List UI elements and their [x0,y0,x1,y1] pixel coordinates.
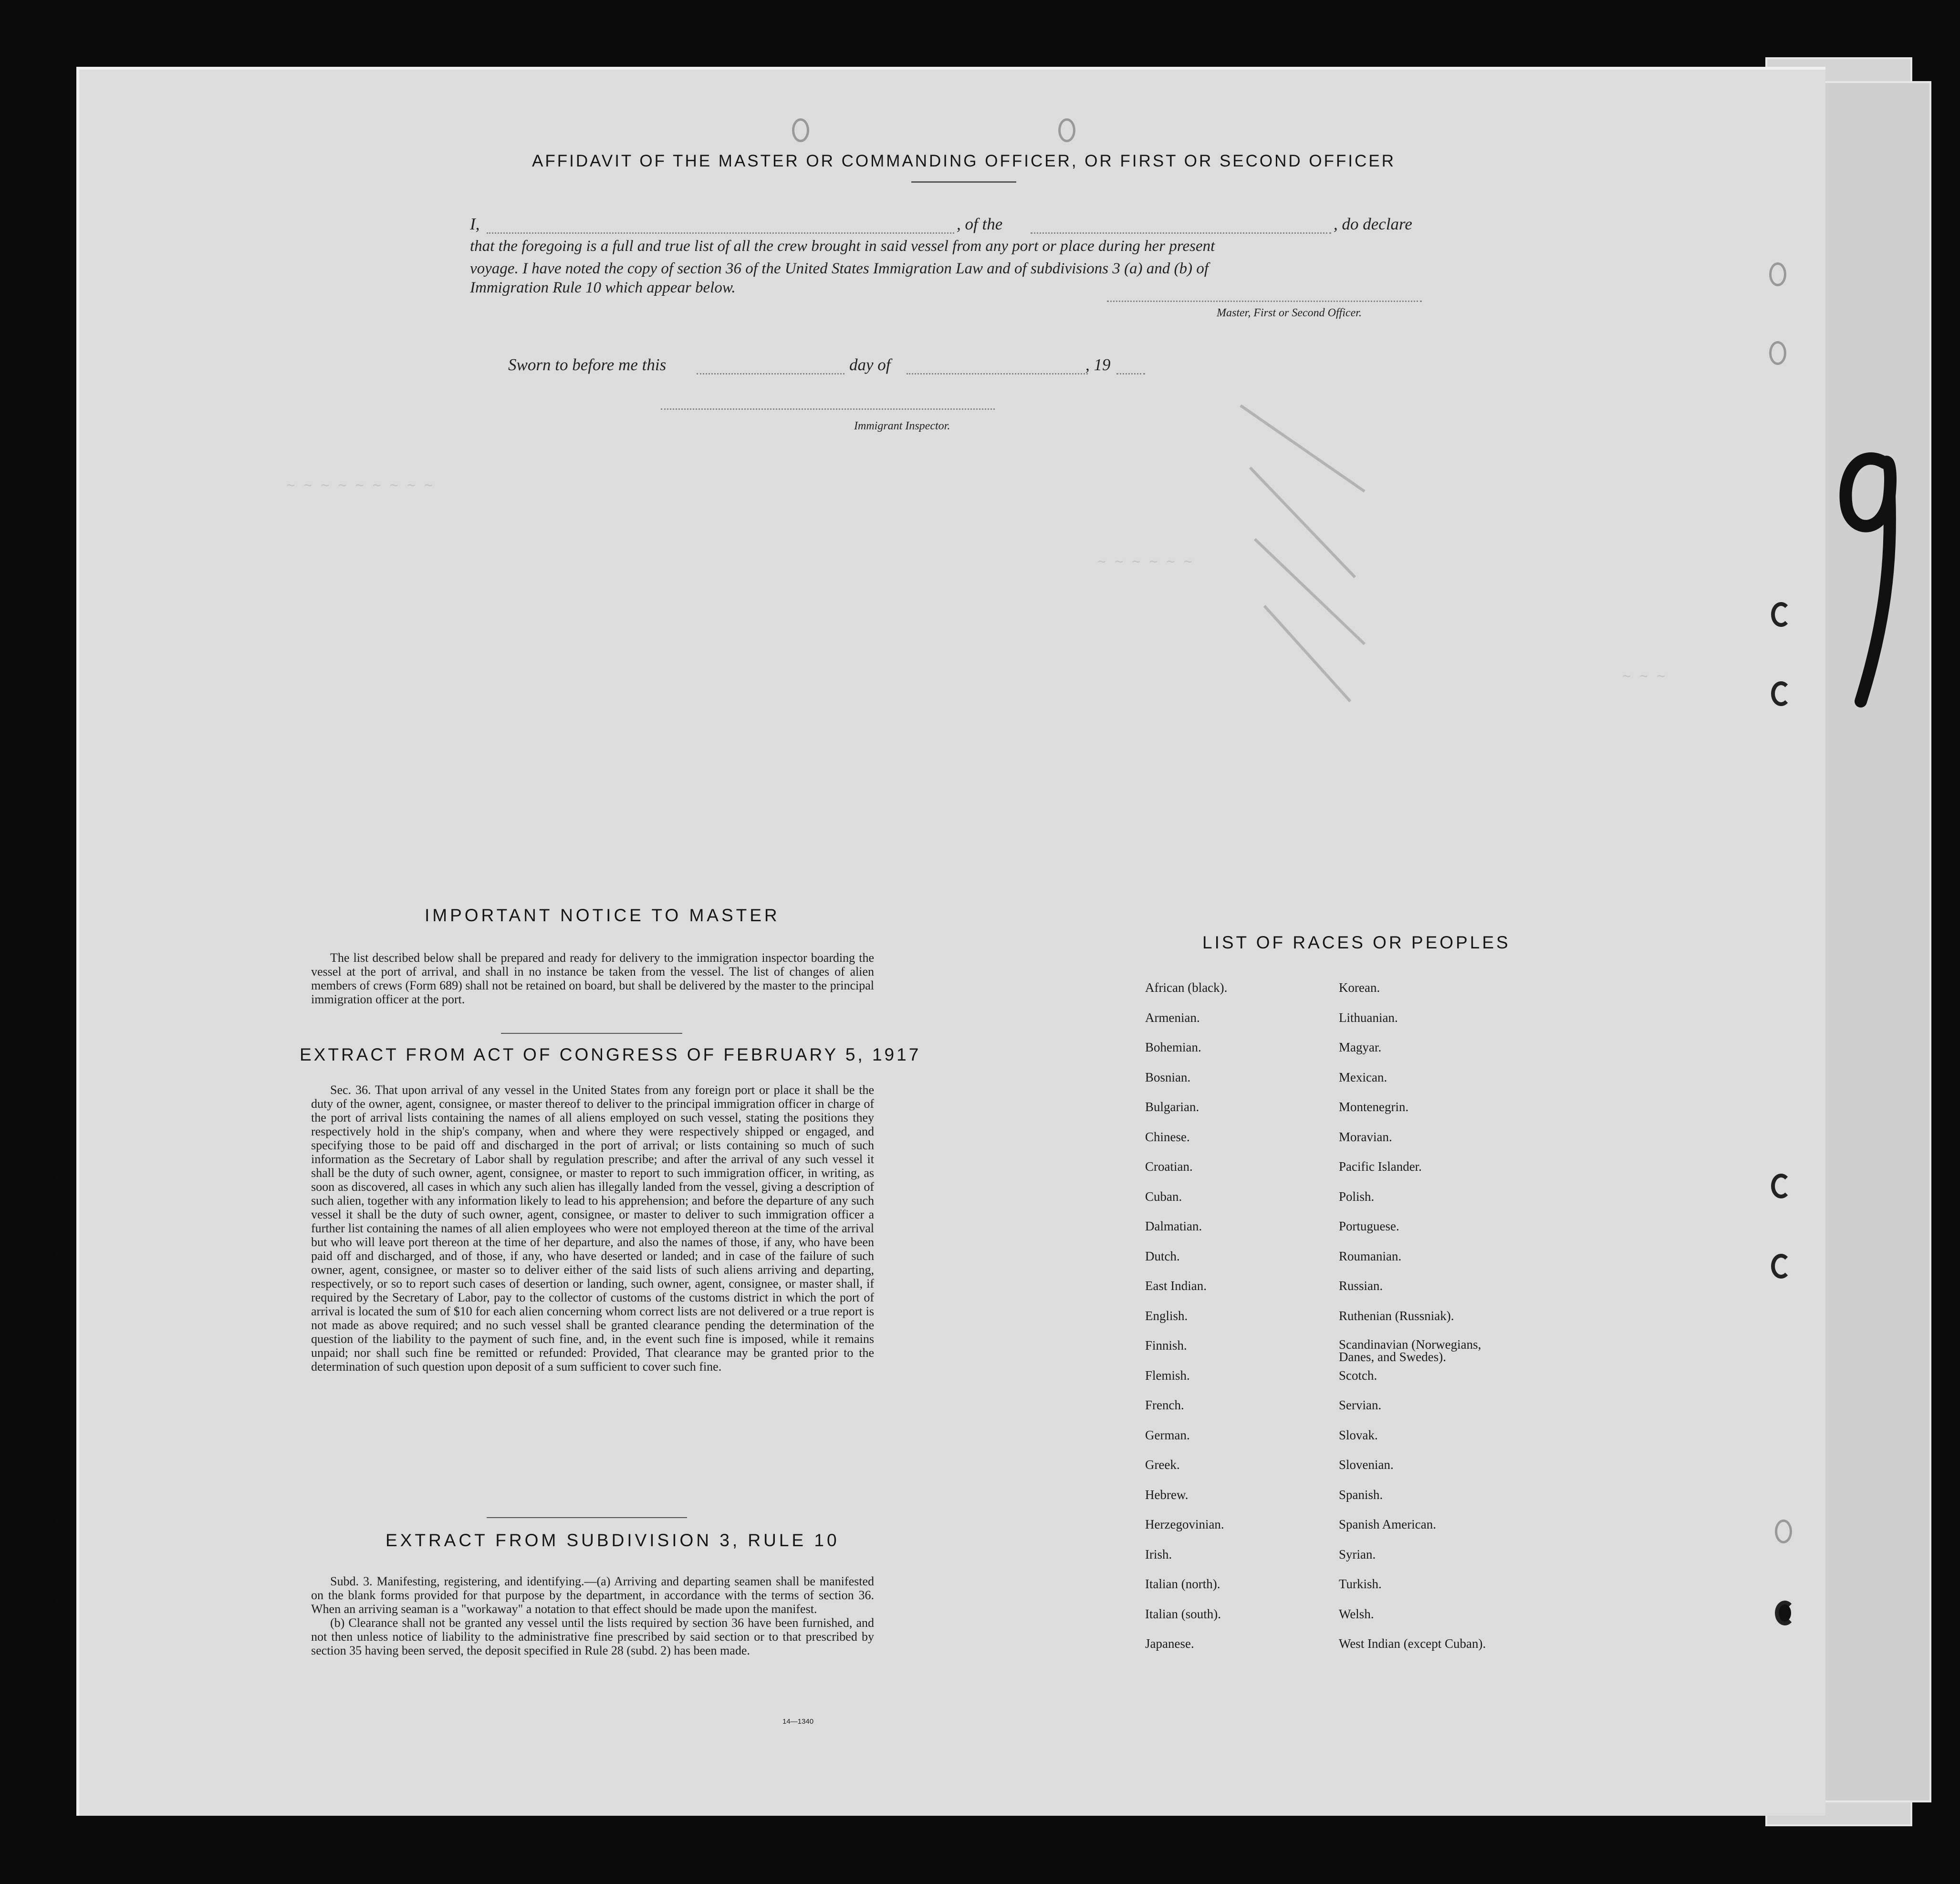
punch-ring [1058,118,1075,142]
document-page [76,67,1825,1816]
race-list-item: East Indian. [1145,1279,1207,1293]
rule-extract-title: EXTRACT FROM SUBDIVISION 3, RULE 10 [386,1530,840,1550]
officer-signature-label: Master, First or Second Officer. [1217,307,1362,319]
race-list-item: Roumanian. [1339,1249,1402,1263]
race-list-item: Slovenian. [1339,1457,1394,1472]
race-list-item: Bohemian. [1145,1040,1201,1054]
race-list-item: Irish. [1145,1547,1172,1561]
race-list-item: Slovak. [1339,1427,1378,1442]
handwritten-number-mark [1832,444,1904,711]
race-list-item: West Indian (except Cuban). [1339,1636,1486,1651]
binder-hole-ring [1775,1520,1792,1543]
race-list-item: Greek. [1145,1457,1180,1472]
race-list-item: Herzegovinian. [1145,1517,1224,1531]
race-list-item: French. [1145,1398,1184,1412]
act-extract-text [311,1083,874,1374]
pen-strokes [1221,396,1460,730]
rule-extract-text [311,1574,874,1657]
race-list-item: Montenegrin. [1339,1100,1409,1114]
race-list-item: Turkish. [1339,1577,1382,1591]
race-list-item: Dutch. [1145,1249,1180,1263]
race-list-item: Cuban. [1145,1189,1182,1204]
race-list-item: German. [1145,1427,1190,1442]
section-36-paragraph: Sec. 36. That upon arrival of any vessel in the United States from any foreign port or place it shall be the duty of the owner, agent, consignee, or master thereof to deliver to the principal immigration officer in charge of the port of arrival lists containing the names of all aliens employed on such vessel, stating the positions they respectively hold in the ship's company, when and where they were respectively shipped or engaged, and specifying those to be paid off and discharged in the port of arrival; or lists containing so much of such information as the Secretary of Labor shall by regulation prescribe; and after the arrival of any such vessel it shall be the duty of such owner, agent, consignee, or master to report to such immigration officer, in writing, as soon as discovered, all cases in which any such alien has illegally landed from the vessel, giving a description of such alien, together with any information likely to lead to his apprehension; and before the departure of any such vessel it shall be the duty of such owner, agent, consignee, or master to deliver to such immigration officer a further list containing the names of all alien employees who were not employed thereon at the time of the arrival but who will leave port thereon at the time of her departure, and also the names of those, if any, who have been paid off and discharged, and of those, if any, who have deserted or landed; and in case of the failure of such owner, agent, consignee, or master so to deliver either of the said lists of such aliens arriving and departing, respectively, or so to report such cases of desertion or landing, such owner, agent, consignee, or master shall, if required by the Secretary of Labor, pay to the collector of customs of the customs district in which the port of arrival is located the sum of $10 for each alien concerning whom correct lists are not delivered or a true report is not made as above required; and no such vessel shall be granted clearance pending the determination of the question of the liability to the payment of such fine, and, in the event such fine is imposed, while it remains unpaid; nor shall such fine be remitted or refunded: Provided, That clearance may be granted prior to the determination of such question upon deposit of a sum sufficient to cover such fine. [311,1083,874,1374]
race-list-item: Moravian. [1339,1129,1392,1144]
affidavit-body-line: Immigration Rule 10 which appear below. [470,279,736,296]
binder-hole [1771,681,1791,706]
race-list-item: Portuguese. [1339,1219,1399,1233]
race-list-item: Dalmatian. [1145,1219,1202,1233]
inspector-signature-line[interactable] [661,408,995,410]
race-list-item: Bulgarian. [1145,1100,1199,1114]
race-list-item: Spanish American. [1339,1517,1436,1531]
notice-title: IMPORTANT NOTICE TO MASTER [425,906,780,925]
race-list-item: Ruthenian (Russniak). [1339,1308,1454,1323]
affidavit-declare-label: , do declare [1334,215,1412,233]
form-number: 14—1340 [782,1717,814,1726]
subdivision-b-paragraph: (b) Clearance shall not be granted any vessel until the lists required by section 36 have been furnished, and not then unless notice of liability to the administrative fine prescribed by said section or to that prescribed by section 35 having been served, the deposit specified in Rule 28 (subd. 2) has been made. [311,1616,874,1657]
affidavit-body-line: that the foregoing is a full and true list of all the crew brought in said vessel from any port or place during her present [470,238,1215,255]
notice-text [311,951,874,1006]
affidavit-title: AFFIDAVIT OF THE MASTER OR COMMANDING OFFICER, OR FIRST OR SECOND OFFICER [532,152,1396,170]
title-underline [911,181,1016,183]
binder-hole [34,1164,55,1189]
binder-hole [1771,1254,1791,1279]
binder-hole-ring [1769,341,1786,365]
sworn-day-field[interactable] [697,373,844,375]
race-list-item: Magyar. [1339,1040,1382,1054]
race-list-item: Servian. [1339,1398,1382,1412]
race-list-item: Mexican. [1339,1070,1387,1084]
race-list-item: Lithuanian. [1339,1010,1398,1025]
bleed-through-text: ~ ~ ~ ~ ~ ~ [1097,553,1192,570]
punch-ring [792,118,809,142]
binder-hole [36,599,57,624]
act-extract-title: EXTRACT FROM ACT OF CONGRESS OF FEBRUARY 5, 1917 [300,1045,921,1064]
binder-hole-ring [1769,262,1786,286]
race-list-item: Chinese. [1145,1129,1190,1144]
race-list-item: Armenian. [1145,1010,1200,1025]
underlying-sheet-edge [1813,81,1931,1802]
sworn-day-of-label: day of [849,355,891,374]
race-list-item: Hebrew. [1145,1487,1189,1502]
binder-hole [34,1508,55,1532]
race-list-item: English. [1145,1308,1188,1323]
officer-signature-line[interactable] [1107,301,1422,302]
race-list-item: Pacific Islander. [1339,1159,1422,1174]
race-list-item: Bosnian. [1145,1070,1191,1084]
sworn-month-field[interactable] [907,373,1088,375]
affidavit-declarant-label: I, [470,215,480,233]
binder-hole [34,1240,55,1265]
vessel-name-field[interactable] [1031,232,1331,234]
race-list-item: Finnish. [1145,1338,1187,1353]
race-list-item: Polish. [1339,1189,1375,1204]
race-list-item: Welsh. [1339,1606,1374,1621]
bleed-through-text: ~ ~ ~ [1622,668,1666,685]
binder-hole [36,254,57,279]
race-list-item: Scotch. [1339,1368,1377,1383]
race-list-item: Flemish. [1145,1368,1190,1383]
section-divider [487,1517,687,1518]
race-list-item: Croatian. [1145,1159,1193,1174]
race-list-item: Syrian. [1339,1547,1376,1561]
binder-hole [1771,602,1791,627]
subdivision-a-paragraph: Subd. 3. Manifesting, registering, and identifying.—(a) Arriving and departing seamen shall be manifested on the blank forms provided for that purpose by the department, in accordance with the terms of section 36. When an arriving seaman is a "workaway" a notation to that effect should be made upon the manifest. [311,1574,874,1616]
race-list-item: Italian (south). [1145,1606,1221,1621]
race-list-item: Italian (north). [1145,1577,1220,1591]
inspector-signature-label: Immigrant Inspector. [854,420,950,432]
section-divider [501,1033,682,1034]
binder-hole [1775,1601,1795,1625]
affidavit-body-line: voyage. I have noted the copy of section 36 of the United States Immigration Law and of subdivisions 3 (a) and (b) of [470,260,1209,277]
bleed-through-text: ~ ~ ~ ~ ~ ~ ~ ~ ~ [286,477,433,494]
binder-hole [34,1589,55,1613]
notice-paragraph: The list described below shall be prepared and ready for delivery to the immigration inspector boarding the vessel at the port of arrival, and shall in no instance be taken from the vessel. The list of changes of alien members of crews (Form 689) shall not be retained on board, but shall be delivered by the master to the principal immigration officer at the port. [311,951,874,1006]
binder-hole [1771,1174,1791,1198]
sworn-year-field[interactable] [1116,373,1145,375]
sworn-label: Sworn to before me this [508,355,667,374]
sworn-year-label: , 19 [1085,355,1111,374]
race-list-item: Korean. [1339,980,1380,995]
race-list-item: Scandinavian (Norwegians, Danes, and Swedes). [1339,1337,1481,1364]
declarant-name-field[interactable] [487,232,954,234]
binder-hole [36,677,57,702]
affidavit-vessel-label: , of the [957,215,1003,233]
races-title: LIST OF RACES OR PEOPLES [1202,933,1511,952]
race-list-item: African (black). [1145,980,1228,995]
race-list-item: Spanish. [1339,1487,1383,1502]
binder-hole [36,332,57,356]
race-list-item: Japanese. [1145,1636,1194,1651]
race-list-item: Russian. [1339,1279,1383,1293]
